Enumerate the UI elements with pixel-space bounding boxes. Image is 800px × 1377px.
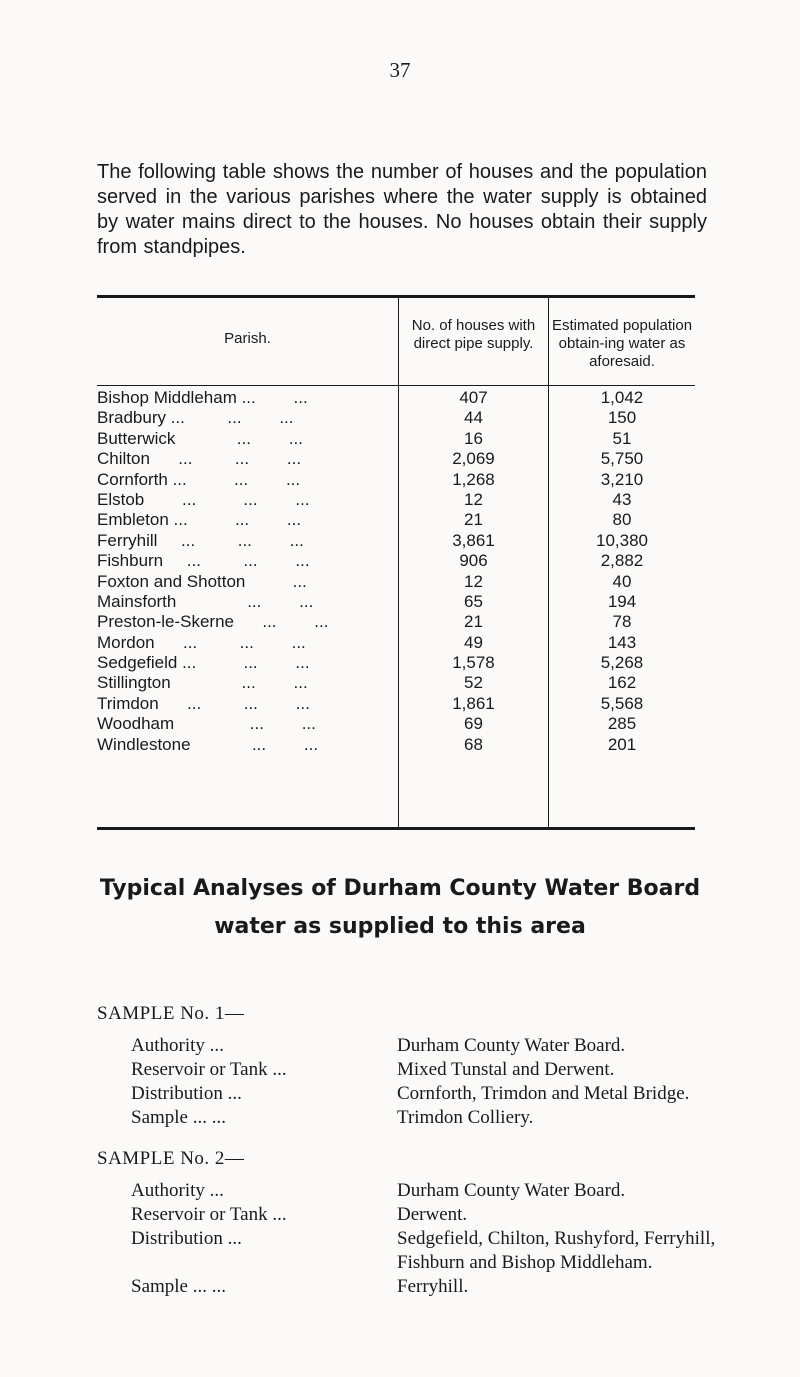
- table-row: [97, 592, 695, 612]
- field-label: Distribution ...: [131, 1083, 242, 1104]
- table-bottom-rule: [97, 827, 695, 830]
- parish-name: Preston-le-Skerne ... ...: [97, 612, 329, 632]
- population-count: 10,380: [596, 530, 648, 550]
- parish-name: Sedgefield ... ... ...: [97, 653, 310, 673]
- houses-count: 69: [464, 714, 483, 734]
- field-label: Authority ...: [131, 1035, 224, 1056]
- houses-count: 52: [464, 673, 483, 693]
- parish-name: Cornforth ... ... ...: [97, 469, 301, 489]
- parish-name: Stillington ... ...: [97, 673, 308, 693]
- houses-count: 49: [464, 632, 483, 652]
- analyses-subheading: water as supplied to this area: [214, 914, 586, 939]
- houses-count: 3,861: [452, 530, 495, 550]
- table-row: [97, 673, 695, 693]
- population-count: 2,882: [600, 551, 644, 571]
- houses-count: 68: [464, 734, 483, 754]
- header-parish: Parish.: [224, 330, 271, 347]
- population-count: 150: [607, 408, 637, 428]
- field-label: Distribution ...: [131, 1228, 242, 1249]
- field-value: Cornforth, Trimdon and Metal Bridge.: [397, 1083, 690, 1104]
- field-label: Reservoir or Tank ...: [131, 1204, 287, 1225]
- population-count: 143: [607, 632, 637, 652]
- parish-name: Bishop Middleham ... ...: [97, 388, 308, 407]
- field-value: Durham County Water Board.: [397, 1035, 626, 1056]
- analyses-heading: Typical Analyses of Durham County Water Board: [99, 876, 701, 901]
- houses-count: 16: [464, 428, 483, 448]
- houses-count: 44: [464, 408, 483, 428]
- houses-count: 12: [464, 489, 483, 509]
- sample-field-authority: [97, 1179, 737, 1203]
- table-row: [97, 531, 695, 551]
- field-value: Derwent.: [397, 1204, 468, 1225]
- field-value: Sedgefield, Chilton, Rushyford, Ferryhill, Fishburn and Bishop Middleham.: [397, 1228, 716, 1273]
- header-population: Estimated population obtain-ing water as aforesaid.: [551, 317, 693, 370]
- houses-count: 407: [459, 388, 488, 407]
- table-row: [97, 490, 695, 510]
- table-row: [97, 551, 695, 571]
- table-header-rule: [97, 385, 695, 386]
- houses-count: 1,578: [452, 653, 495, 673]
- table-row: [97, 510, 695, 530]
- sample-field-reservoir: [97, 1203, 737, 1227]
- table-row: [97, 653, 695, 673]
- population-count: 3,210: [600, 469, 644, 489]
- table-row: [97, 429, 695, 449]
- table-row: [97, 694, 695, 714]
- houses-count: 65: [464, 591, 483, 611]
- parish-name: Mordon ... ... ...: [97, 632, 306, 652]
- sample-field-sample: [97, 1275, 737, 1299]
- sample-title: SAMPLE No. 1—: [97, 1003, 245, 1024]
- sample-field-sample: [97, 1106, 737, 1130]
- field-label: Authority ...: [131, 1180, 224, 1201]
- field-label: Sample ... ...: [131, 1107, 226, 1128]
- population-count: 5,568: [600, 693, 644, 713]
- parish-name: Mainsforth ... ...: [97, 591, 314, 611]
- houses-count: 1,861: [452, 693, 495, 713]
- table-row: [97, 470, 695, 490]
- parish-name: Bradbury ... ... ...: [97, 408, 294, 428]
- field-label: Sample ... ...: [131, 1276, 226, 1297]
- intro-paragraph: The following table shows the number of houses and the population served in the various parishes where the water supply is obtained by water mains direct to the houses. No houses obtain their supply from standpipes.: [97, 161, 707, 258]
- field-value: Trimdon Colliery.: [397, 1107, 534, 1128]
- field-value: Ferryhill.: [397, 1276, 469, 1297]
- population-count: 5,268: [600, 653, 644, 673]
- population-count: 40: [612, 571, 632, 591]
- table-top-rule: [97, 295, 695, 298]
- parish-name: Woodham ... ...: [97, 714, 316, 734]
- sample-field-authority: [97, 1034, 737, 1058]
- field-value: Durham County Water Board.: [397, 1180, 626, 1201]
- population-count: 78: [612, 612, 632, 632]
- table-row: [97, 572, 695, 592]
- houses-count: 906: [459, 551, 488, 571]
- houses-count: 21: [464, 612, 483, 632]
- sample-field-distribution: [97, 1082, 737, 1106]
- houses-count: 12: [464, 571, 483, 591]
- population-count: 201: [607, 734, 637, 754]
- population-count: 285: [607, 714, 637, 734]
- houses-count: 21: [464, 510, 483, 530]
- parish-name: Windlestone ... ...: [97, 734, 319, 754]
- sample-1: [97, 1002, 737, 1130]
- sample-title: SAMPLE No. 2—: [97, 1148, 245, 1169]
- population-count: 162: [607, 673, 637, 693]
- table-row: [97, 388, 695, 408]
- parish-name: Butterwick ... ...: [97, 428, 303, 448]
- table-row: [97, 449, 695, 469]
- table-row: [97, 612, 695, 632]
- parish-name: Embleton ... ... ...: [97, 510, 302, 530]
- table-row: [97, 633, 695, 653]
- table-row: [97, 408, 695, 428]
- parish-name: Foxton and Shotton ...: [97, 571, 307, 591]
- houses-count: 2,069: [452, 449, 495, 469]
- field-label: Reservoir or Tank ...: [131, 1059, 287, 1080]
- table-body: [97, 388, 695, 755]
- sample-field-reservoir: [97, 1058, 737, 1082]
- population-count: 5,750: [600, 449, 644, 469]
- page-number: 37: [389, 58, 411, 82]
- sample-field-distribution: [97, 1227, 737, 1275]
- table-row: [97, 735, 695, 755]
- population-count: 43: [612, 489, 632, 509]
- parish-name: Fishburn ... ... ...: [97, 551, 310, 571]
- population-count: 1,042: [600, 388, 644, 407]
- parish-name: Trimdon ... ... ...: [97, 693, 310, 713]
- sample-2: [97, 1147, 737, 1299]
- parish-name: Chilton ... ... ...: [97, 449, 302, 469]
- parish-name: Ferryhill ... ... ...: [97, 530, 304, 550]
- population-count: 80: [612, 510, 632, 530]
- parish-name: Elstob ... ... ...: [97, 489, 310, 509]
- population-count: 194: [607, 591, 637, 611]
- header-houses: No. of houses with direct pipe supply.: [411, 317, 536, 352]
- houses-count: 1,268: [452, 469, 495, 489]
- field-value: Mixed Tunstal and Derwent.: [397, 1059, 615, 1080]
- table-row: [97, 714, 695, 734]
- population-count: 51: [612, 428, 632, 448]
